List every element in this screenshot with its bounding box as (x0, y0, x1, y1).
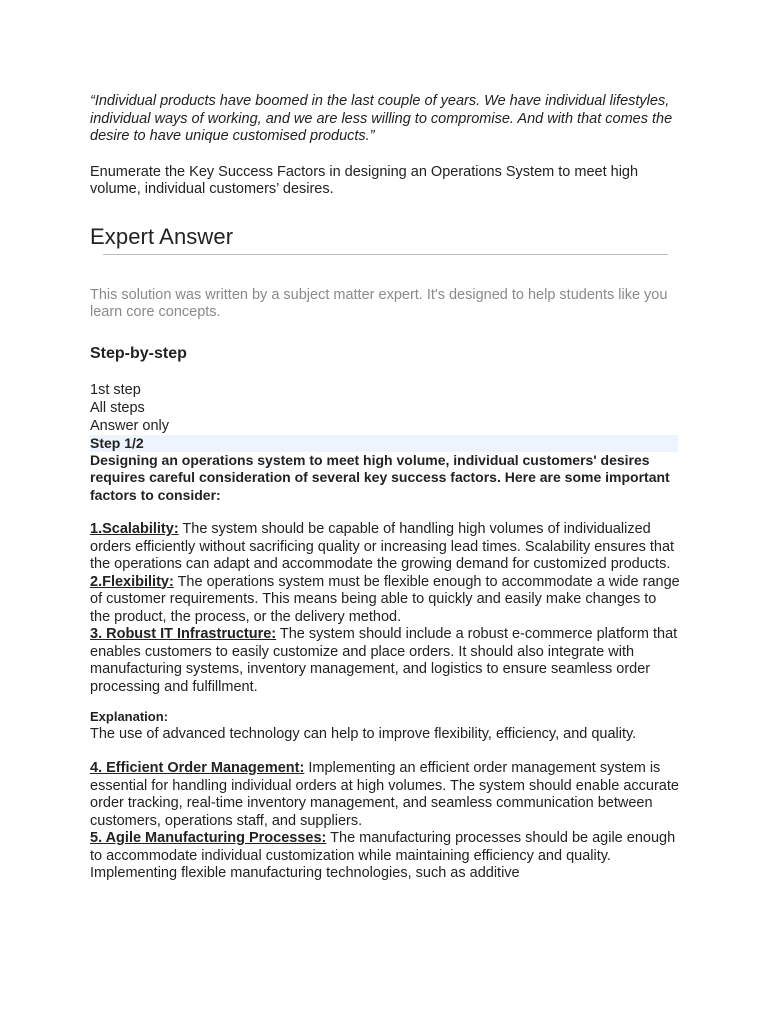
factor-item (90, 521, 680, 574)
heading-divider (103, 254, 668, 255)
factor-label: 1.Scalability: (90, 521, 179, 537)
factor-item (90, 760, 680, 830)
expert-disclaimer: This solution was written by a subject matter expert. It's designed to help students like you learn core concepts. (90, 286, 668, 320)
explanation-text: The use of advanced technology can help to improve flexibility, efficiency, and quality. (90, 725, 637, 742)
factor-text: The system should be capable of handling high volumes of individualized orders efficiently without sacrificing quality or increasing lead times. Scalability ensures that the operations can adapt and accommodate the growing demand for customized products. (90, 521, 675, 572)
factor-item (90, 830, 680, 883)
step-intro: Designing an operations system to meet high volume, individual customers' desires requires careful consideration of several key success factors. Here are some important factors to consider: (90, 451, 670, 503)
option-first-step[interactable]: 1st step (90, 381, 141, 398)
factor-text: Implementing an efficient order management system is essential for handling individual orders at high volumes. The system should enable accurate order tracking, real-time inventory management, and seamless communication between customers, operations staff, and suppliers. (90, 760, 679, 829)
step-label: Step 1/2 (90, 435, 678, 452)
factor-label: 2.Flexibility: (90, 573, 174, 590)
factor-text: The manufacturing processes should be agile enough to accommodate individual customization while maintaining efficiency and quality. Implementing flexible manufacturing technologies, such as additive (90, 830, 676, 881)
factor-text: The operations system must be flexible enough to accommodate a wide range of customer requirements. This means being able to quickly and easily make changes to the product, the process, or the delivery method. (90, 573, 680, 625)
factor-item (90, 574, 680, 627)
expert-answer-heading: Expert Answer (90, 223, 234, 249)
factor-text: The system should include a robust e-commerce platform that enables customers to easily customize and place orders. It should also integrate with manufacturing systems, inventory management, and logistics to ensure seamless order processing and fulfillment. (90, 626, 678, 695)
explanation-heading: Explanation: (90, 709, 169, 724)
question-prompt: Enumerate the Key Success Factors in designing an Operations System to meet high volume, individual customers’ desires. (90, 163, 639, 197)
view-options (90, 381, 680, 435)
factor-item (90, 626, 680, 696)
question-quote: “Individual products have boomed in the last couple of years. We have individual lifestyles, individual ways of working, and we are less willing to compromise. And with that comes the desire to have unique customised products.” (90, 93, 673, 144)
option-all-steps[interactable]: All steps (90, 399, 145, 416)
factor-label: 4. Efficient Order Management: (90, 760, 305, 776)
answer-page (90, 93, 680, 883)
factor-label: 5. Agile Manufacturing Processes: (90, 830, 327, 846)
step-by-step-heading: Step-by-step (90, 344, 187, 362)
option-answer-only[interactable]: Answer only (90, 417, 169, 434)
factor-label: 3. Robust IT Infrastructure: (90, 626, 277, 642)
